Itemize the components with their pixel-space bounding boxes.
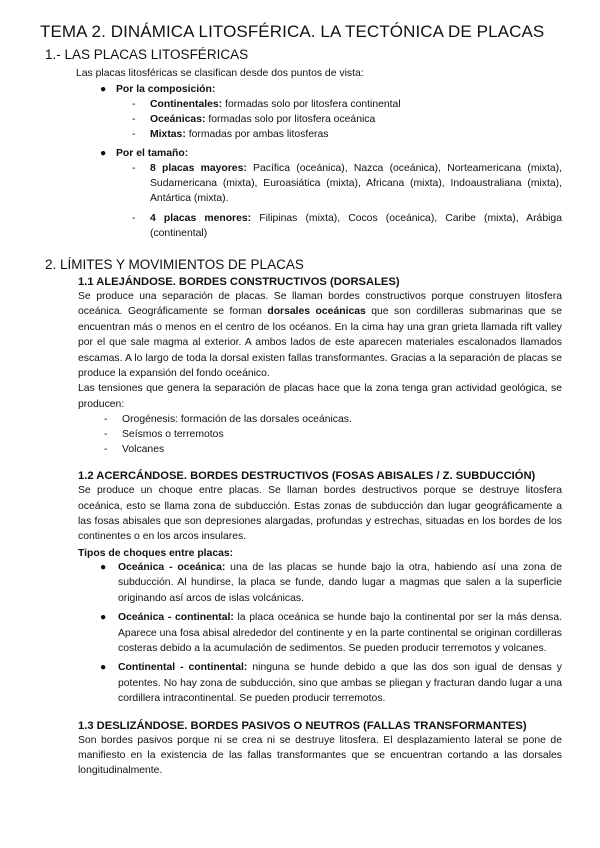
dash-icon: - — [132, 213, 136, 224]
list-item — [40, 427, 562, 442]
definition: la placa oceánica se hunde bajo la continental por ser la más densa. Aparece una fosa abisal alrededor del continente y en la parte continental se originan cordilleras costeras debido a la acumulación de sedimentos. Se pueden producir terremotos y volcanes. — [118, 612, 562, 654]
paragraph: Son bordes pasivos porque ni se crea ni se destruye litosfera. El desplazamiento lateral se pone de manifiesto en la existencia de las fallas transformantes que se encuentran cortando a las dorsales longitudinalmente. — [78, 734, 562, 777]
term: 8 placas mayores: — [150, 163, 247, 174]
bullet-icon: ● — [100, 561, 107, 573]
composition-list — [116, 97, 562, 142]
composition-label: Por la composición: — [116, 84, 216, 95]
subsection-heading: 1.3 DESLIZÁNDOSE. BORDES PASIVOS O NEUTROS (FALLAS TRANSFORMANTES) — [78, 719, 527, 732]
size-label: Por el tamaño: — [116, 148, 189, 159]
list-item — [40, 412, 562, 427]
bullet-icon: ● — [100, 662, 107, 674]
list-text: Volcanes — [122, 444, 165, 456]
definition: ninguna se hunde debido a que las dos son igual de densas y potentes. No hay zona de subducción, sino que ambas se pliegan y fracturan dando lugar a una cordillera intracontinental. Se pueden producir terremotos. — [118, 662, 562, 705]
section1-heading: 1.- LAS PLACAS LITOSFÉRICAS — [45, 47, 249, 62]
definition: Filipinas (mixta), Cocos (oceánica), Caribe (mixta), Arábiga (continental) — [150, 213, 562, 239]
dash-icon: - — [104, 429, 108, 441]
definition: formadas solo por litosfera continental — [222, 99, 401, 110]
list-item — [116, 112, 562, 127]
term: Mixtas: — [150, 129, 186, 140]
dash-icon: - — [132, 99, 136, 110]
term: Oceánica - continental: — [118, 612, 234, 624]
definition: una de las placas se hunde bajo la otra, habiendo así una zona de subducción. Al hundirse, la placa se funde, dando lugar a magmas que salen a la superficie originando así arcos de islas volcánicas. — [118, 561, 562, 604]
list-item — [116, 127, 562, 142]
list-text: Orogénesis: formación de las dorsales oceánicas. — [122, 414, 352, 426]
term: Continentales: — [150, 99, 223, 110]
list-item — [40, 560, 562, 606]
list-item — [116, 211, 562, 241]
dash-icon: - — [132, 129, 136, 140]
list-item — [116, 161, 562, 206]
subsection-heading: 1.1 ALEJÁNDOSE. BORDES CONSTRUCTIVOS (DORSALES) — [78, 276, 400, 288]
page-title: TEMA 2. DINÁMICA LITOSFÉRICA. LA TECTÓNICA DE PLACAS — [40, 22, 545, 41]
subsection-heading: 1.2 ACERCÁNDOSE. BORDES DESTRUCTIVOS (FOSAS ABISALES / Z. SUBDUCCIÓN) — [78, 470, 536, 483]
text-run: que son cordilleras submarinas que se encuentran más o menos en el centro de los océanos. En la cima hay una gran grieta llamada rift valley por el que sale magma al exterior. A ambos lados de este aparecen materiales escalonados llamados escamas. A lo largo de toda la dorsal existen fallas transformantes. Gracias a la separación de placas se produce la expansión del fondo oceánico. — [78, 306, 563, 380]
section1-intro: Las placas litosféricas se clasifican desde dos puntos de vista: — [76, 68, 364, 79]
definition: formadas solo por litosfera oceánica — [205, 114, 376, 125]
list-item — [116, 97, 562, 112]
bullet-icon: ● — [100, 612, 107, 624]
term: 4 placas menores: — [150, 213, 252, 224]
bullet-icon: ● — [100, 148, 107, 159]
text-run: Se produce una separación de placas. Se llaman bordes constructivos porque construyen litosfera oceánica. Geográficamente se forman — [78, 291, 562, 318]
term: Oceánica - oceánica: — [118, 561, 226, 573]
activity-list — [40, 412, 562, 457]
dash-icon: - — [132, 163, 136, 174]
dash-icon: - — [104, 414, 108, 426]
dash-icon: - — [132, 114, 136, 125]
list-item — [40, 660, 562, 706]
section2-heading: 2. LÍMITES Y MOVIMIENTOS DE PLACAS — [45, 257, 304, 272]
classification-list — [40, 82, 562, 241]
term: Oceánicas: — [150, 114, 206, 125]
list-item — [40, 442, 562, 457]
list-item — [40, 146, 562, 241]
list-item — [40, 82, 562, 142]
collision-types-list — [40, 560, 562, 707]
paragraph: Las tensiones que genera la separación de placas hace que la zona tenga gran actividad geológica, se producen: — [78, 383, 562, 410]
list-text: Seísmos o terremotos — [122, 429, 224, 441]
term: Continental - continental: — [118, 662, 248, 674]
paragraph — [40, 289, 562, 381]
paragraph: Se produce un choque entre placas. Se llaman bordes destructivos porque se destruye litosfera oceánica, esto se llama zona de subducción. Estas zonas de subducción dan lugar geográficamente a las fosas abisales que son depresiones alargadas, profundas y estrechas, situadas en los bordes de los continentes o en los arcos insulares. — [78, 485, 562, 543]
list-item — [40, 610, 562, 656]
size-list — [116, 161, 562, 241]
dash-icon: - — [104, 444, 108, 456]
definition: formadas por ambas litosferas — [185, 129, 329, 140]
definition: Pacífica (oceánica), Nazca (oceánica), Norteamericana (mixta), Sudamericana (mixta), Euroasiática (mixta), Africana (mixta), Indoaustraliana (mixta), Antártica (mixta). — [150, 163, 562, 204]
collision-types-label: Tipos de choques entre placas: — [78, 547, 234, 559]
bold-term: dorsales oceánicas — [267, 306, 366, 318]
bullet-icon: ● — [100, 84, 107, 95]
